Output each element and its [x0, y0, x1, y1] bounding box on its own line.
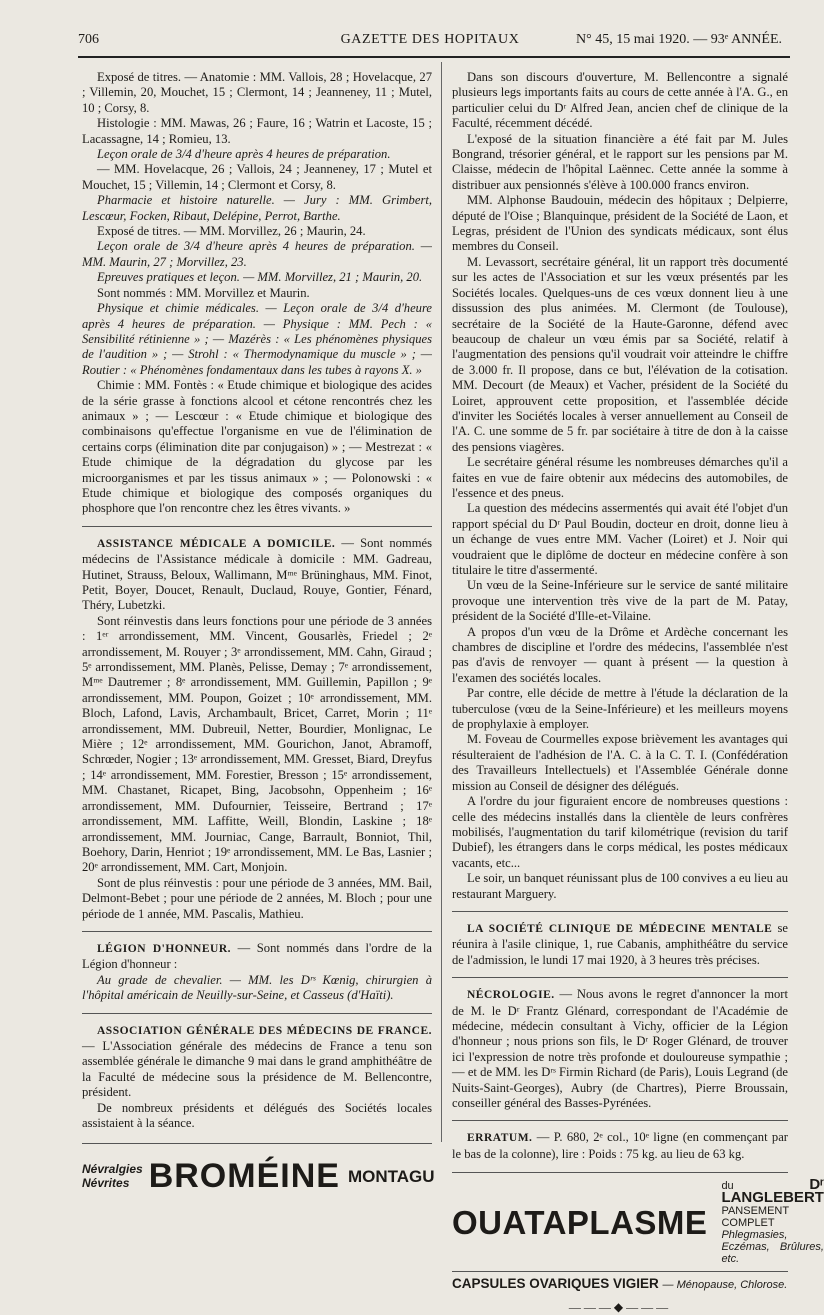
ad-capsules-name: CAPSULES OVARIQUES VIGIER — [452, 1276, 663, 1292]
paragraph: Le soir, un banquet réunissant plus de 100 convives a eu lieu au restaurant Marguery. — [452, 871, 788, 901]
ad-doctor-line — [721, 1176, 824, 1207]
ad-capsules-conditions: — Ménopause, Chlorose. — [662, 1279, 788, 1292]
ad-product-name: OUATAPLASME — [452, 1203, 708, 1241]
page-number: 706 — [78, 32, 99, 47]
paragraph: MM. Alphonse Baudouin, médecin des hôpitaux ; Delpierre, député de l'Oise ; Blanquinque, président de la Société de Laon, et Legras, président de l'Union des syndicats médicaux, sont élus membres du Conseil. — [452, 193, 788, 254]
issue-info: N° 45, 15 mai 1920. — 93ᵉ ANNÉE. — [576, 32, 782, 47]
ad-line: Phlegmasies, Eczémas, Brûlures, etc. — [721, 1229, 824, 1266]
paragraph: Physique et chimie médicales. — Leçon orale de 3/4 d'heure après 4 heures de préparation. — Physique : MM. Pech : « Sensibilité rétinienne » ; — Mazérès : « Les phénomènes physiques de l'audition » ; — Strohl : « Thermodynamique du muscle » ; — Routier : « Phénomènes fondamentaux dans les tubes à rayons X. » — [82, 301, 432, 377]
paragraph: Sont réinvestis dans leurs fonctions pour une période de 3 années : 1ᵉʳ arrondissement, MM. Vincent, Gousarlès, Friedel ; 2ᵉ arrondissement, M. Rouyer ; 3ᵉ arrondissement, MM. Cahn, Giraud ; 5ᵉ arrondissement, MM. Planès, Pelisse, Demay ; 7ᵉ arrondissement, Mᵐᵉ Dautremer ; 8ᵉ arrondissement, MM. Guillemin, Papillon ; 9ᵉ arrondissement, MM. Poupon, Goizet ; 10ᵉ arrondissement, MM. Bloch, Lafond, Lavis, Archambault, Bricet, Carret, Morin ; 11ᵉ arrondissement, MM. Dubreuil, Netter, Bourdier, Monlignac, Le Mière ; 12ᵉ arrondissement, MM. Gourichon, Janot, Abramoff, Schrœder, Nogier ; 13ᵉ arrondissement, MM. Gresset, Biard, Dreyfus ; 14ᵉ arrondissement, MM. Forestier, Bresson ; 15ᵉ arrondissement, MM. Chastanet, Ricapet, Bing, Jacobsohn, Oppenheim ; 16ᵉ arrondissement, MM. Dufournier, Teisseire, Bertrand ; 17ᵉ arrondissement, MM. Laffitte, Weill, Blondin, Laskine ; 18ᵉ arrondissement, MM. Journiac, Cange, Barrault, Bonniot, Thil, Boehory, Darin, Henriot ; 19ᵉ arrondissement, MM. Le Bas, Lasnier ; 20ᵉ arrondissement, MM. Cart, Monjoin. — [82, 613, 432, 875]
section-separator — [82, 526, 432, 527]
right-column — [452, 70, 824, 1315]
paragraph: LÉGION D'HONNEUR. — Sont nommés dans l'ordre de la Légion d'honneur : — [82, 940, 432, 972]
advertisement-bromeine — [82, 1143, 435, 1202]
journal-title: GAZETTE DES HOPITAUX — [340, 32, 520, 47]
section-heading: NÉCROLOGIE. — [467, 989, 555, 1002]
paragraph: ASSISTANCE MÉDICALE A DOMICILE. — Sont nommés médecins de l'Assistance médicale à domicile : MM. Gadreau, Hutinet, Strauss, Beloux, Wallimann, Mᵐᵉ Brüninghaus, MM. Finot, Petit, Boyer, Doucet, Renault, Duclaud, Rouye, Gontier, Fénard, Théry, Lubetzki. — [82, 535, 432, 613]
section-heading: ASSISTANCE MÉDICALE A DOMICILE. — [97, 537, 336, 550]
paragraph: M. Foveau de Courmelles expose brièvement les avantages qui résulteraient de l'adhésion de l'A. C. à la C. T. I. (Confédération des Travailleurs Intellectuels) et l'Assemblée Générale donne mission au Conseil de désigner des délégués. — [452, 732, 788, 793]
section-heading: ASSOCIATION GÉNÉRALE DES MÉDECINS DE FRANCE. — [97, 1024, 432, 1037]
paragraph: Par contre, elle décide de mettre à l'étude la déclaration de la tuberculose (vœu de la Seine-Inférieure) et les meilleurs moyens de prophylaxie à employer. — [452, 686, 788, 732]
paragraph: Leçon orale de 3/4 d'heure après 4 heures de préparation. — [97, 147, 391, 162]
paragraph: Leçon orale de 3/4 d'heure après 4 heures de préparation. — MM. Maurin, 27 ; Morvillez, 23. — [82, 239, 432, 269]
paragraph: A l'ordre du jour figuraient encore de nombreuses questions : celle des médecins installés dans la clientèle de leurs confrères mobilisés, l'augmentation du tarif kilométrique (revision du tarif Dubief), les étrangers dans le corps médical, les postes médicaux vacants, etc... — [452, 794, 788, 870]
paragraph: LA SOCIÉTÉ CLINIQUE DE MÉDECINE MENTALE se réunira à l'asile clinique, 1, rue Cabanis, amphithéâtre du service de l'admission, le lundi 17 mai 1920, à 3 heures très précises. — [452, 920, 788, 967]
section-separator — [452, 911, 788, 912]
ad-details — [721, 1176, 824, 1266]
paragraph: M. Levassort, secrétaire général, lit un rapport très documenté sur les actes de l'Association et sur les vœux présentés par les Sociétés locales. Quelques-uns de ces vœux donnent lieu à une dissussion des plus animées. M. Clermont (de Toulouse), secrétaire de la Société de la Haute-Garonne, défend avec beaucoup de chaleur un vœu émis par sa Société, relatif à l'augmentation des pensions qu'il voudrait voir atteindre le chiffre de 3.000 fr. Il propose, dans ce but, l'élévation de la cotisation. MM. Decourt (de Meaux) et Vacher, président de la Société du Loiret, approuvent cette proposition, et l'assemblée décide d'inviter les Sociétés locales à verser annuellement au Conseil de l'A. C. une somme de 5 fr. par sociétaire à titre de don à la caisse des pensions viagères. — [452, 254, 788, 454]
paragraph: Le secrétaire général résume les nombreuses démarches qu'il a faites en vue de faire obtenir aux médecins des automobiles, de l'essence et des pneus. — [452, 455, 788, 500]
ad-du: du — [721, 1180, 810, 1193]
ad-maker: MONTAGU — [347, 1166, 435, 1186]
paragraph: La question des médecins assermentés qui avait été l'objet d'un rapport spécial du Dʳ Paul Boudin, docteur en droit, donne lieu à un échange de vues entre MM. Vacher (Loiret) et J. Noir qui voudraient que le diplôme de docteur en médecine confère à son titulaire le titre d'assermenté. — [452, 501, 788, 577]
paragraph: Sont nommés : MM. Morvillez et Maurin. — [97, 285, 310, 300]
paragraph: Exposé de titres. — MM. Morvillez, 26 ; Maurin, 24. — [97, 224, 366, 239]
paragraph: ERRATUM. — P. 680, 2ᵉ col., 10ᵉ ligne (en commençant par le bas de la colonne), lire : Poids : 75 kg. au lieu de 63 kg. — [452, 1130, 788, 1161]
section-separator — [82, 1013, 432, 1014]
advertisement-ouataplasme — [452, 1172, 824, 1315]
ad-indication: Névralgies Névrites — [82, 1162, 143, 1191]
header-rule — [78, 56, 790, 58]
paragraph: A propos d'un vœu de la Drôme et Ardèche concernant les chambres de discipline et l'ordre des médecins, l'assemblée n'est pas d'avis de renvoyer — quant à présent — la question à l'examen des sociétés locales. — [452, 624, 788, 685]
page-header — [78, 28, 782, 54]
ad-doctor: Dʳ LANGLEBERT — [721, 1176, 824, 1207]
paragraph: Epreuves pratiques et leçon. — MM. Morvillez, 21 ; Maurin, 20. — [97, 270, 423, 285]
paragraph: De nombreux présidents et délégués des Sociétés locales assistaient à la séance. — [82, 1100, 432, 1130]
left-column — [82, 70, 435, 1202]
section-heading: LA SOCIÉTÉ CLINIQUE DE MÉDECINE MENTALE — [467, 922, 773, 935]
section-heading: LÉGION D'HONNEUR. — [97, 942, 231, 955]
paragraph: Exposé de titres. — Anatomie : MM. Vallois, 28 ; Hovelacque, 27 ; Villemin, 20, Mouchet, 15 ; Clermont, 14 ; Jeanneney, 11 ; Mutel, 10 ; Corsy, 8. — [82, 70, 432, 115]
paragraph: NÉCROLOGIE. — Nous avons le regret d'annoncer la mort de M. le Dʳ Frantz Glénard, correspondant de l'Académie de médecine, médecin consultant à Vichy, officier de la Légion d'honneur ; nous prions son fils, le Dʳ Roger Glénard, de trouver ici l'expression de notre très profonde et douloureuse sympathie ; — et de MM. les Dʳˢ Firmin Richard (de Paris), Louis Legrand (de Nuits-Saint-Georges), Aubry (de Chartres), Pierre Broussain, conseiller général des Basses-Pyrénées. — [452, 987, 788, 1110]
paragraph: Sont de plus réinvestis : pour une période de 3 années, MM. Bail, Delmont-Bebet ; pour une période de 2 années, M. Bloch ; pour une période de 1 année, MM. Pascalis, Mathieu. — [82, 875, 432, 921]
paragraph: Un vœu de la Seine-Inférieure sur le service de santé militaire provoque une intervention très vive de la part de M. Patay, président de la Société d'Ille-et-Vilaine. — [452, 578, 788, 624]
ad-product-name: BROMÉINE — [148, 1156, 340, 1195]
ornament-divider: ———◆——— — [568, 1299, 672, 1314]
section-separator — [82, 931, 432, 932]
ad-row — [452, 1176, 824, 1266]
section-separator — [452, 1120, 788, 1121]
paragraph: Chimie : MM. Fontès : « Etude chimique et biologique des acides de la série grasse à fonctions alcool et cétone rencontrés chez les animaux » ; — Lescœur : « Etude chimique et biologique des combinaisons qu'effectue l'organisme en vue de l'élimination de certains corps (élimination dite par conjugaison) » ; — Mestrezat : « Etude chimique de la dégradation du glycose par les microorganismes et par les tissus animaux » ; — Polonowski : « Etude chimique et biologique des composés organiques du phosphore que l'on rencontre chez les êtres vivants. » — [82, 378, 432, 516]
ad-capsules — [452, 1271, 788, 1293]
column-divider — [441, 62, 442, 1142]
paragraph: Histologie : MM. Mawas, 26 ; Faure, 16 ; Watrin et Lacoste, 15 ; Lacassagne, 14 ; Romieu, 13. — [82, 116, 432, 146]
paragraph: Dans son discours d'ouverture, M. Bellencontre a signalé plusieurs legs importants faits au cours de cette année à l'A. G., en particulier celui du Dʳ Alfred Jean, ancien chef de clinique de la Faculté, récemment décédé. — [452, 70, 788, 131]
paragraph: ASSOCIATION GÉNÉRALE DES MÉDECINS DE FRANCE. — L'Association générale des médecins de France a tenu son assemblée générale le dimanche 9 mai dans le grand amphithéâtre de la Faculté de médecine sous la présidence de M. Bellencontre, président. — [82, 1024, 432, 1100]
section-separator — [452, 977, 788, 978]
paragraph: Pharmacie et histoire naturelle. — Jury : MM. Grimbert, Lescœur, Focken, Ribaut, Delépine, Perrot, Barthe. — [82, 193, 432, 223]
ad-line: PANSEMENT COMPLET — [721, 1205, 790, 1230]
paragraph: — MM. Hovelacque, 26 ; Vallois, 24 ; Jeanneney, 17 ; Mutel et Mouchet, 15 ; Villemin, 14 ; Clermont et Corsy, 8. — [82, 162, 432, 192]
paragraph: L'exposé de la situation financière a été fait par M. Jules Bongrand, trésorier général, et le rapport sur les pensions par M. Claisse, médecin de l'hôpital Laënnec. Cette année la somme à distribuer aux pensionnés s'élève à 100.000 francs environ. — [452, 131, 788, 192]
section-heading: ERRATUM. — [467, 1132, 533, 1145]
paragraph: Au grade de chevalier. — MM. les Dʳˢ Kœnig, chirurgien à l'hôpital américain de Neuilly-sur-Seine, et Casseus (d'Haïti). — [82, 972, 432, 1003]
